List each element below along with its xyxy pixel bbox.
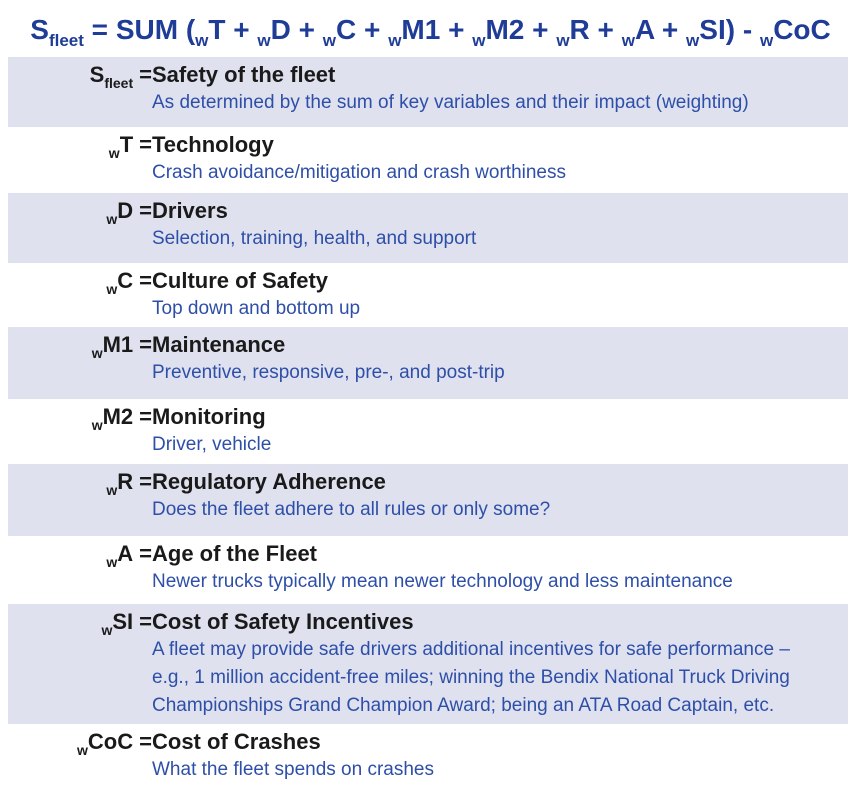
variable-term: Cost of Crashes (152, 729, 321, 754)
definitions-table (8, 57, 848, 799)
formula-operator: + (654, 14, 687, 45)
variable-symbol (8, 608, 152, 636)
variable-term: Maintenance (152, 332, 286, 357)
weight-prefix: w (106, 482, 118, 498)
equals-sign: = (139, 268, 152, 293)
weight-prefix: w (77, 742, 88, 758)
symbol-base: R (117, 469, 134, 494)
symbol-base: SI (112, 609, 134, 634)
variable-symbol (8, 540, 152, 568)
definition-row (8, 193, 848, 263)
symbol-base: M2 (102, 404, 134, 429)
symbol-base: A (117, 541, 134, 566)
formula-operator: + (290, 14, 323, 45)
formula-weight-prefix: w (759, 31, 774, 50)
formula-term-symbol: D (270, 14, 291, 45)
formula-term-symbol: R (569, 14, 590, 45)
definition-row (8, 57, 848, 127)
variable-term: Age of the Fleet (152, 541, 318, 566)
formula-weight-prefix: w (257, 31, 271, 50)
formula-weight-prefix: w (621, 31, 635, 50)
formula-term-symbol: M1 (401, 14, 441, 45)
equals-sign: = (139, 332, 152, 357)
weight-prefix: w (91, 345, 103, 361)
formula-term-symbol: M2 (485, 14, 525, 45)
formula-lhs-subscript: fleet (48, 31, 84, 50)
definition-row (8, 127, 848, 193)
formula-term-symbol: C (336, 14, 357, 45)
equals-sign: = (139, 469, 152, 494)
definition-row (8, 263, 848, 327)
definition-row (8, 536, 848, 604)
formula-terms (195, 14, 831, 50)
formula-weight-prefix: w (388, 31, 402, 50)
formula-operator: + (524, 14, 557, 45)
definition-row (8, 399, 848, 464)
equals-sign: = (139, 541, 152, 566)
variable-symbol (8, 728, 152, 756)
variable-term: Technology (152, 132, 274, 157)
formula-weight-prefix: w (472, 31, 486, 50)
formula-operator: + (440, 14, 473, 45)
formula-term-symbol: A (634, 14, 655, 45)
formula-lhs: S (30, 14, 49, 45)
symbol-base: D (117, 198, 134, 223)
equals-sign: = (139, 132, 152, 157)
variable-description: What the fleet spends on crashes (152, 759, 434, 780)
definition-row (8, 464, 848, 536)
symbol-base: C (117, 268, 134, 293)
variable-symbol (8, 61, 152, 89)
variable-description: Championships Grand Champion Award; being an ATA Road Captain, etc. (152, 695, 775, 716)
weight-prefix: w (108, 145, 120, 161)
weight-prefix: w (106, 554, 118, 570)
variable-symbol (8, 131, 152, 159)
variable-description: A fleet may provide safe drivers additional incentives for safe performance – (152, 639, 790, 660)
formula-operator: + (225, 14, 258, 45)
variable-description: Crash avoidance/mitigation and crash worthiness (152, 162, 566, 183)
equals-sign: = (139, 729, 152, 754)
symbol-base: CoC (87, 729, 134, 754)
variable-description: Newer trucks typically mean newer technology and less maintenance (152, 571, 733, 592)
weight-prefix: w (91, 417, 103, 433)
definition-row (8, 724, 848, 799)
variable-symbol (8, 197, 152, 225)
variable-symbol (8, 468, 152, 496)
symbol-base: M1 (102, 332, 134, 357)
variable-term: Safety of the fleet (152, 62, 336, 87)
definition-row (8, 327, 848, 399)
symbol-base: S (89, 62, 105, 87)
variable-description: Preventive, responsive, pre-, and post-trip (152, 362, 505, 383)
variable-description: Selection, training, health, and support (152, 228, 477, 249)
equals-sign: = (139, 609, 152, 634)
formula-operator: + (589, 14, 622, 45)
formula-weight-prefix: w (556, 31, 570, 50)
variable-description: Top down and bottom up (152, 298, 361, 319)
equals-sign: = (139, 62, 152, 87)
definition-row (8, 604, 848, 724)
formula-term-symbol: CoC (773, 14, 831, 45)
formula-weight-prefix: w (322, 31, 337, 50)
symbol-base: T (119, 132, 134, 157)
formula-term-symbol: SI (699, 14, 726, 45)
formula-heading (0, 10, 861, 50)
variable-description: Driver, vehicle (152, 434, 272, 455)
formula-operator: ) - (725, 14, 760, 45)
weight-prefix: w (101, 622, 113, 638)
variable-term: Cost of Safety Incentives (152, 609, 414, 634)
symbol-subscript: fleet (104, 75, 134, 91)
formula-term-symbol: T (208, 14, 226, 45)
weight-prefix: w (106, 211, 118, 227)
formula-weight-prefix: w (686, 31, 700, 50)
variable-symbol (8, 331, 152, 359)
variable-term: Culture of Safety (152, 268, 329, 293)
equals-sign: = (139, 198, 152, 223)
variable-symbol (8, 403, 152, 431)
variable-term: Regulatory Adherence (152, 469, 386, 494)
variable-symbol (8, 267, 152, 295)
weight-prefix: w (106, 281, 118, 297)
variable-description: Does the fleet adhere to all rules or only some? (152, 499, 551, 520)
variable-description: e.g., 1 million accident-free miles; winning the Bendix National Truck Driving (152, 667, 790, 688)
variable-description: As determined by the sum of key variables and their impact (weighting) (152, 92, 749, 113)
formula-weight-prefix: w (195, 31, 209, 50)
formula-sum: = SUM ( (83, 14, 196, 45)
equals-sign: = (139, 404, 152, 429)
formula-operator: + (356, 14, 389, 45)
variable-term: Monitoring (152, 404, 266, 429)
variable-term: Drivers (152, 198, 228, 223)
